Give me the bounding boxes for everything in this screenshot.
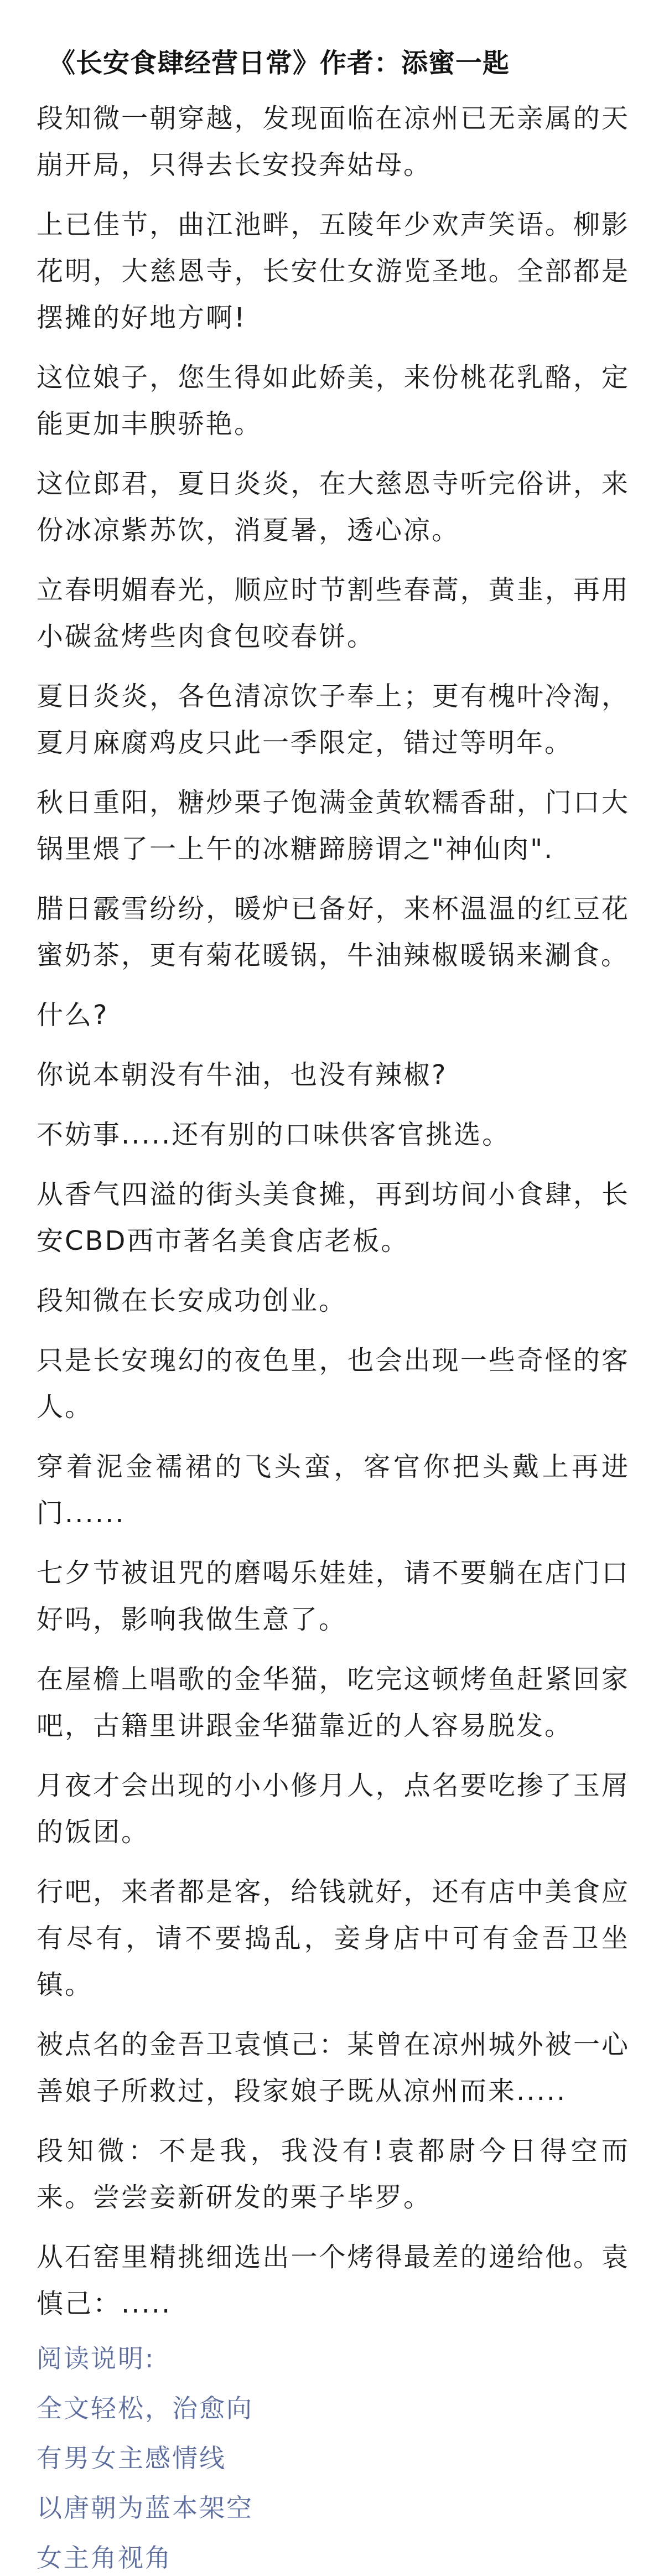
paragraph: 不妨事.....还有别的口味供客官挑选。 <box>37 1119 511 1150</box>
paragraph: 穿着泥金襦裙的飞头蛮，客官你把头戴上再进门...... <box>37 1451 630 1529</box>
paragraph: 行吧，来者都是客，给钱就好，还有店中美食应有尽有，请不要捣乱，妾身店中可有金吾卫坐镇。 <box>37 1876 630 2000</box>
reading-notes <box>37 2340 630 2576</box>
paragraph: 只是长安瑰幻的夜色里，也会出现一些奇怪的客人。 <box>37 1345 630 1423</box>
reading-note-item: 以唐朝为蓝本架空 <box>37 2493 253 2523</box>
paragraph: 腊日霰雪纷纷，暖炉已备好，来杯温温的红豆花蜜奶茶，更有菊花暖锅，牛油辣椒暖锅来涮食。 <box>37 893 630 971</box>
paragraph: 上已佳节，曲江池畔，五陵年少欢声笑语。柳影花明，大慈恩寺，长安仕女游览圣地。全部都是摆摊的好地方啊! <box>37 209 630 333</box>
paragraph: 段知微：不是我，我没有!袁都尉今日得空而来。尝尝妾新研发的栗子毕罗。 <box>37 2135 630 2213</box>
paragraph: 被点名的金吾卫袁慎己：某曾在凉州城外被一心善娘子所救过，段家娘子既从凉州而来..... <box>37 2029 630 2107</box>
paragraph: 这位娘子，您生得如此娇美，来份桃花乳酪，定能更加丰腴骄艳。 <box>37 362 630 439</box>
paragraph: 月夜才会出现的小小修月人，点名要吃掺了玉屑的饭团。 <box>37 1770 630 1848</box>
paragraph: 段知微在长安成功创业。 <box>37 1285 347 1316</box>
paragraph: 夏日炎炎，各色清凉饮子奉上；更有槐叶冷淘，夏月麻腐鸡皮只此一季限定，错过等明年。 <box>37 681 630 758</box>
paragraph: 什么? <box>37 1000 109 1031</box>
paragraph: 你说本朝没有牛油，也没有辣椒? <box>37 1059 448 1090</box>
reading-note-item: 女主角视角 <box>37 2543 172 2573</box>
paragraph: 从香气四溢的街头美食摊，再到坊间小食肆，长安CBD西市著名美食店老板。 <box>37 1179 630 1256</box>
paragraph: 立春明媚春光，顺应时节割些春蒿，黄韭，再用小碳盆烤些肉食包咬春饼。 <box>37 575 630 652</box>
paragraph: 从石窑里精挑细选出一个烤得最差的递给他。袁慎己：..... <box>37 2242 630 2319</box>
paragraph: 这位郎君，夏日炎炎，在大慈恩寺听完俗讲，来份冰凉紫苏饮，消夏暑，透心凉。 <box>37 468 630 546</box>
paragraph: 秋日重阳，糖炒栗子饱满金黄软糯香甜，门口大锅里煨了一上午的冰糖蹄膀谓之"神仙肉". <box>37 787 630 865</box>
reading-notes-heading: 阅读说明: <box>37 2344 155 2373</box>
paragraph: 七夕节被诅咒的磨喝乐娃娃，请不要躺在店门口好吗，影响我做生意了。 <box>37 1558 630 1635</box>
article-title: 《长安食肆经营日常》作者：添蜜一匙 <box>49 48 510 79</box>
reading-note-item: 全文轻松，治愈向 <box>37 2393 253 2423</box>
reading-note-item: 有男女主感情线 <box>37 2443 226 2473</box>
paragraph: 段知微一朝穿越，发现面临在凉州已无亲属的天崩开局，只得去长安投奔姑母。 <box>37 103 630 180</box>
paragraph: 在屋檐上唱歌的金华猫，吃完这顿烤鱼赶紧回家吧，古籍里讲跟金华猫靠近的人容易脱发。 <box>37 1664 630 1741</box>
